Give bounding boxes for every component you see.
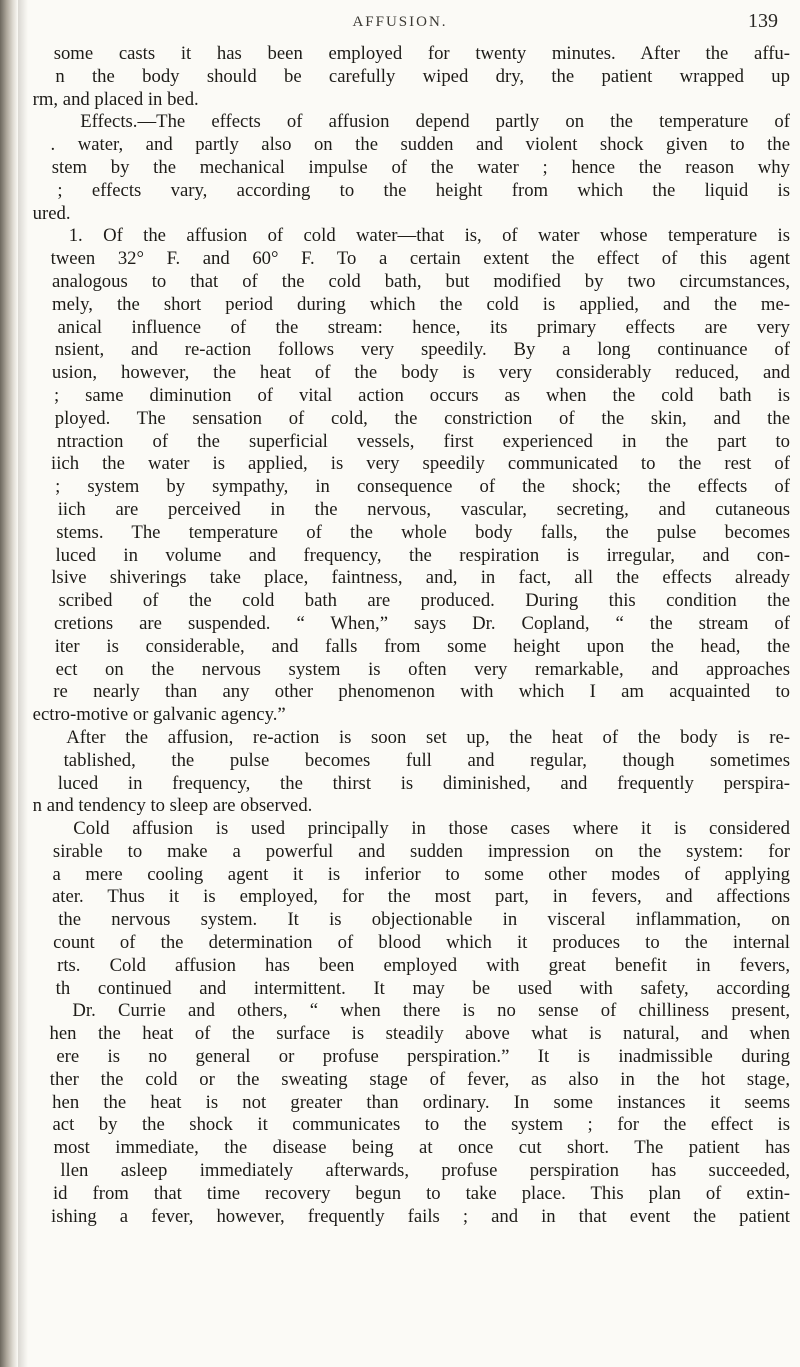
text-line: ; effects vary, according to the height from which the liquid is xyxy=(28,179,790,201)
text-line: stems. The temperature of the whole body falls, the pulse becomes xyxy=(28,521,790,543)
running-title: AFFUSION. xyxy=(352,14,448,30)
text-line: ther the cold or the sweating stage of fever, as also in the hot stage, xyxy=(28,1068,790,1090)
text-line: tween 32° F. and 60° F. To a certain extent the effect of this agent xyxy=(28,248,790,270)
text-line: act by the shock it communicates to the system ; for the effect is xyxy=(28,1114,790,1136)
page-gutter-fade xyxy=(18,0,28,1367)
text-line: luced in volume and frequency, the respiration is irregular, and con- xyxy=(28,544,790,566)
text-line: luced in frequency, the thirst is diminished, and frequently perspira- xyxy=(28,772,790,794)
text-line: n the body should be carefully wiped dry, the patient wrapped up xyxy=(28,65,790,87)
text-line: lsive shiverings take place, faintness, and, in fact, all the effects already xyxy=(28,567,790,589)
text-line: Effects.—The effects of affusion depend partly on the temperature of xyxy=(28,111,790,133)
text-line: ployed. The sensation of cold, the constriction of the skin, and the xyxy=(28,407,790,429)
text-line: th continued and intermittent. It may be used with safety, according xyxy=(28,977,790,999)
text-line: ured. xyxy=(28,202,71,224)
text-line: nsient, and re-action follows very speedily. By a long continuance of xyxy=(28,339,790,361)
text-line: ectro-motive or galvanic agency.” xyxy=(28,704,286,726)
text-line: iter is considerable, and falls from some height upon the head, the xyxy=(28,635,790,657)
text-line: ere is no general or profuse perspiration.” It is inadmissible during xyxy=(28,1046,790,1068)
text-line: analogous to that of the cold bath, but modified by two circumstances, xyxy=(28,270,790,292)
text-line: ishing a fever, however, frequently fails ; and in that event the patient xyxy=(28,1205,790,1227)
running-head xyxy=(0,8,800,38)
text-line: stem by the mechanical impulse of the water ; hence the reason why xyxy=(28,156,790,178)
text-line: rts. Cold affusion has been employed with great benefit in fevers, xyxy=(28,954,790,976)
page-gutter-shadow xyxy=(0,0,18,1367)
text-line: tablished, the pulse becomes full and regular, though sometimes xyxy=(28,749,790,771)
text-line: id from that time recovery begun to take place. This plan of extin- xyxy=(28,1182,790,1204)
text-line: sirable to make a powerful and sudden impression on the system: for xyxy=(28,840,790,862)
text-line: the nervous system. It is objectionable in visceral inflammation, on xyxy=(28,909,790,931)
text-line: hen the heat of the surface is steadily above what is natural, and when xyxy=(28,1023,790,1045)
text-line: ntraction of the superficial vessels, first experienced in the part to xyxy=(28,430,790,452)
text-line: scribed of the cold bath are produced. During this condition the xyxy=(28,590,790,612)
text-line: After the affusion, re-action is soon set up, the heat of the body is re- xyxy=(28,726,790,748)
text-line: ater. Thus it is employed, for the most part, in fevers, and affections xyxy=(28,886,790,908)
text-line: iich are perceived in the nervous, vascular, secreting, and cutaneous xyxy=(28,498,790,520)
text-line: most immediate, the disease being at once cut short. The patient has xyxy=(28,1137,790,1159)
text-line: rm, and placed in bed. xyxy=(28,88,199,110)
text-line: iich the water is applied, is very speedily communicated to the rest of xyxy=(28,453,790,475)
text-line: ect on the nervous system is often very remarkable, and approaches xyxy=(28,658,790,680)
text-line: usion, however, the heat of the body is very considerably reduced, and xyxy=(28,362,790,384)
text-line: hen the heat is not greater than ordinary. In some instances it seems xyxy=(28,1091,790,1113)
text-line: llen asleep immediately afterwards, profuse perspiration has succeeded, xyxy=(28,1160,790,1182)
text-line: some casts it has been employed for twenty minutes. After the affu- xyxy=(28,43,790,64)
text-line: n and tendency to sleep are observed. xyxy=(28,795,313,817)
body-text xyxy=(28,43,790,1228)
text-line: ; same diminution of vital action occurs as when the cold bath is xyxy=(28,384,790,406)
text-line: mely, the short period during which the cold is applied, and the me- xyxy=(28,293,790,315)
text-line: count of the determination of blood which it produces to the internal xyxy=(28,932,790,954)
text-line: anical influence of the stream: hence, its primary effects are very xyxy=(28,316,790,338)
text-line: Cold affusion is used principally in those cases where it is considered xyxy=(28,818,790,840)
text-line: a mere cooling agent it is inferior to some other modes of applying xyxy=(28,863,790,885)
text-line: re nearly than any other phenomenon with which I am acquainted to xyxy=(28,681,790,703)
text-line: Dr. Currie and others, “ when there is no sense of chilliness present, xyxy=(28,1000,790,1022)
page-number: 139 xyxy=(748,10,778,32)
text-line: . water, and partly also on the sudden and violent shock given to the xyxy=(28,134,790,156)
text-line: cretions are suspended. “ When,” says Dr. Copland, “ the stream of xyxy=(28,612,790,634)
text-line: 1. Of the affusion of cold water—that is, of water whose temperature is xyxy=(28,225,790,247)
text-line: ; system by sympathy, in consequence of the shock; the effects of xyxy=(28,476,790,498)
